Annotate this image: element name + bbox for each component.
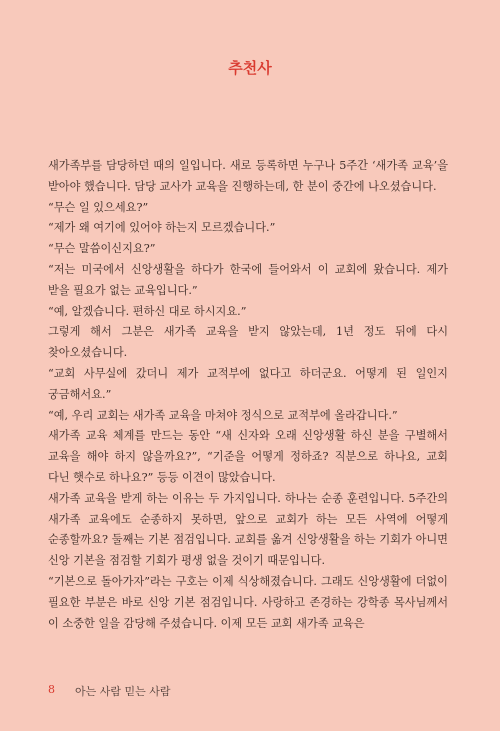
paragraph: “무슨 일 있으세요?”	[48, 200, 149, 214]
body-text	[48, 156, 448, 634]
paragraph: 새가족 교육 체계를 만드는 동안 “새 신자와 오래 신앙생활 하신 분을 구별해서 교육을 해야 하지 않을까요?”, “기준을 어떻게 정하죠? 직분으로 하나요, 교회 다닌 햇수로 하나요?” 등등 이견이 많았습니다.	[48, 429, 448, 484]
paragraph: “예, 우리 교회는 새가족 교육을 마쳐야 정식으로 교적부에 올라갑니다.”	[48, 408, 398, 422]
paragraph: “저는 미국에서 신앙생활을 하다가 한국에 들어와서 이 교회에 왔습니다. 제가 받을 필요가 없는 교육입니다.”	[48, 262, 448, 297]
paragraph: 그렇게 해서 그분은 새가족 교육을 받지 않았는데, 1년 정도 뒤에 다시 찾아오셨습니다.	[48, 325, 448, 360]
paragraph: 새가족 교육을 받게 하는 이유는 두 가지입니다. 하나는 순종 훈련입니다. 5주간의 새가족 교육에도 순종하지 못하면, 앞으로 교회가 하는 모든 사역에 어떻게 순종할까요? 둘째는 기본 점검입니다. 교회를 옮겨 신앙생활을 하는 기회가 아니면 신앙 기본을 점검할 기회가 평생 없을 것이기 때문입니다.	[48, 491, 448, 568]
paragraph: “예, 알겠습니다. 편하신 대로 하시지요.”	[48, 304, 247, 318]
running-title: 아는 사람 믿는 사람	[75, 685, 171, 698]
paragraph: “제가 왜 여기에 있어야 하는지 모르겠습니다.”	[48, 221, 276, 235]
paragraph: “교회 사무실에 갔더니 제가 교적부에 없다고 하더군요. 어떻게 된 일인지 궁금해서요.”	[48, 366, 448, 401]
paragraph: “기본으로 돌아가자”라는 구호는 이제 식상해졌습니다. 그래도 신앙생활에 더없이 필요한 부분은 바로 신앙 기본 점검입니다. 사랑하고 존경하는 강학종 목사님께서 이 소중한 일을 감당해 주셨습니다. 이제 모든 교회 새가족 교육은	[48, 574, 448, 630]
section-heading: 추천사	[228, 59, 272, 77]
page-number: 8	[48, 683, 55, 696]
paragraph: 새가족부를 담당하던 때의 일입니다. 새로 등록하면 누구나 5주간 ‘새가족 교육’을 받아야 했습니다. 담당 교사가 교육을 진행하는데, 한 분이 중간에 나오셨습니다.	[48, 159, 448, 193]
paragraph: “무슨 말씀이신지요?”	[48, 242, 156, 256]
page-footer	[48, 683, 171, 699]
